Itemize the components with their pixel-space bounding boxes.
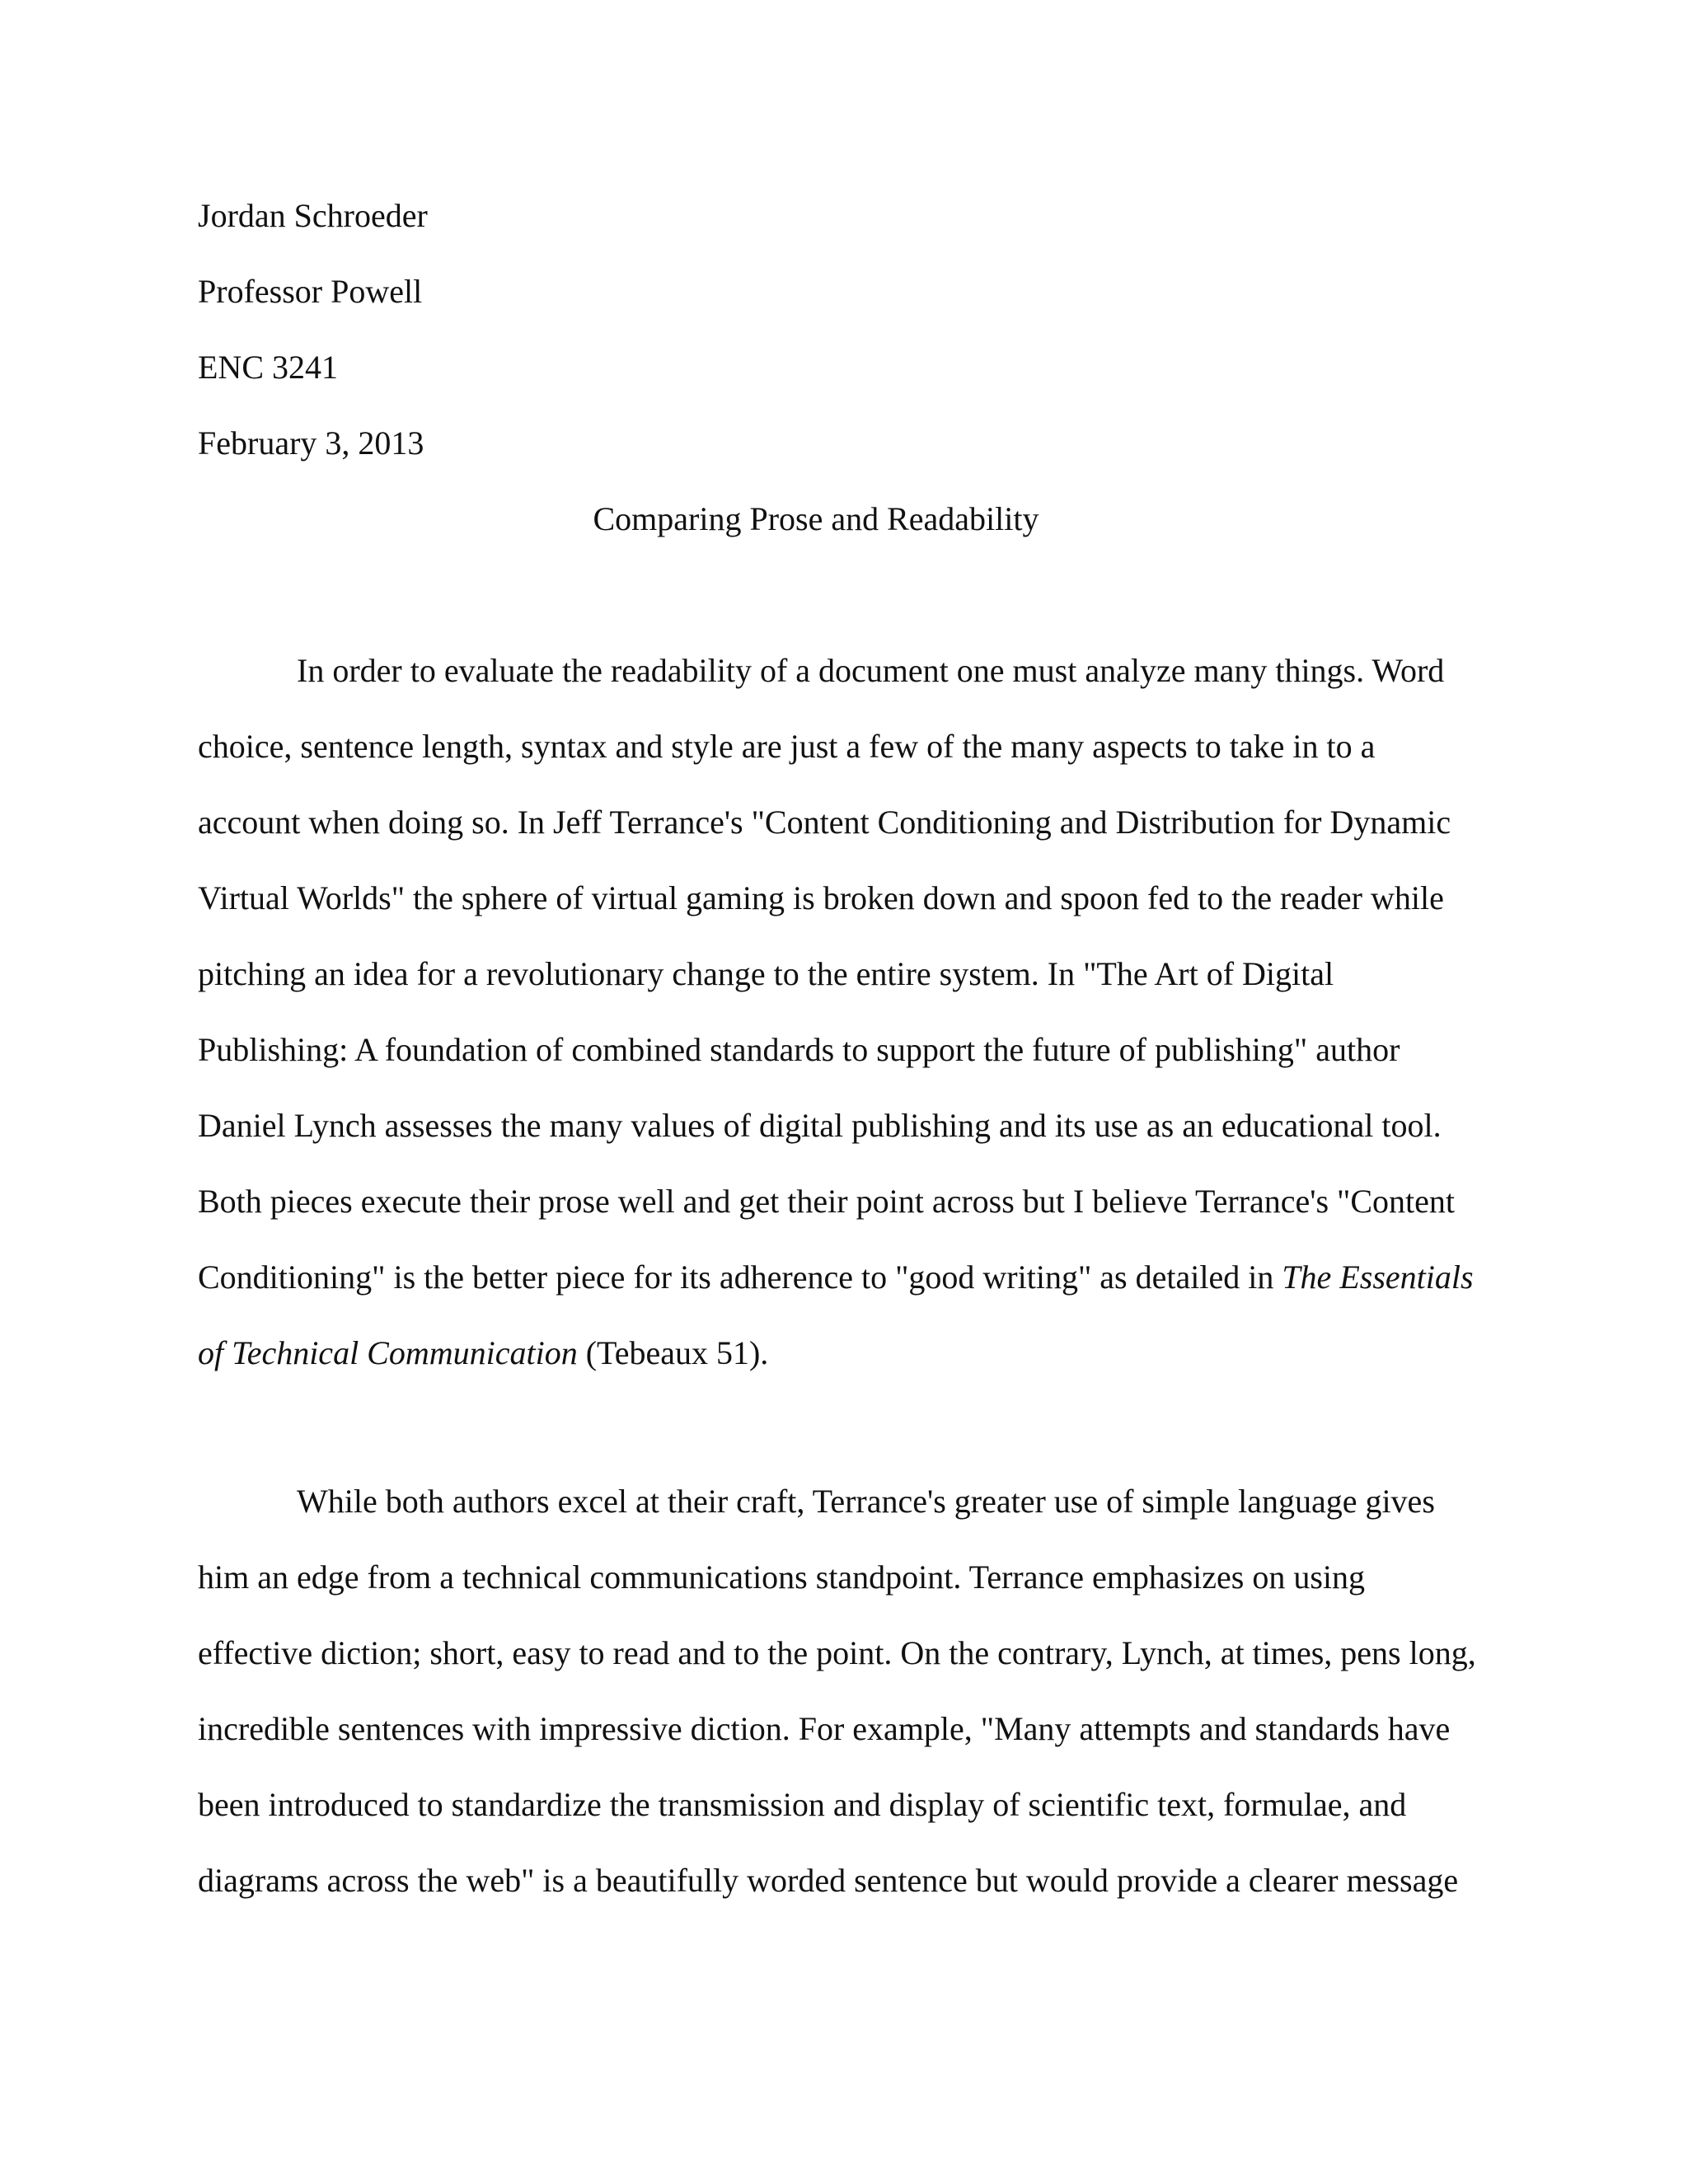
paragraph-line: pitching an idea for a revolutionary change to the entire system. In "The Art of Digital [198, 955, 1334, 992]
paragraph-line: Daniel Lynch assesses the many values of digital publishing and its use as an educational tool. [198, 1107, 1442, 1144]
paragraph-line: him an edge from a technical communications standpoint. Terrance emphasizes on using [198, 1558, 1366, 1596]
course-code: ENC 3241 [198, 349, 338, 386]
book-title-part-1: The Essentials [1282, 1258, 1474, 1296]
professor-name: Professor Powell [198, 273, 423, 310]
paragraph-line: incredible sentences with impressive diction. For example, "Many attempts and standards have [198, 1710, 1451, 1747]
author-name: Jordan Schroeder [198, 197, 428, 234]
paragraph-line: Publishing: A foundation of combined standards to support the future of publishing" author [198, 1031, 1400, 1068]
document-title: Comparing Prose and Readability [593, 500, 1039, 537]
paragraph-line: In order to evaluate the readability of a document one must analyze many things. Word [297, 652, 1445, 689]
paragraph-line: While both authors excel at their craft, Terrance's greater use of simple language gives [297, 1483, 1435, 1520]
header-block [198, 178, 1500, 481]
paragraph-line: effective diction; short, easy to read and to the point. On the contrary, Lynch, at times, pens long, [198, 1634, 1476, 1671]
paragraph-line: diagrams across the web" is a beautifully worded sentence but would provide a clearer message [198, 1862, 1459, 1899]
paragraph-line: choice, sentence length, syntax and style are just a few of the many aspects to take in to a [198, 728, 1376, 765]
paragraph-1 [198, 633, 1500, 1391]
document-date: February 3, 2013 [198, 424, 424, 462]
paragraph-line: Virtual Worlds" the sphere of virtual gaming is broken down and spoon fed to the reader while [198, 879, 1444, 916]
paragraph-line: been introduced to standardize the transmission and display of scientific text, formulae, and [198, 1786, 1407, 1823]
paragraph-line: Both pieces execute their prose well and get their point across but I believe Terrance's "Content [198, 1183, 1456, 1220]
citation: (Tebeaux 51). [577, 1334, 769, 1371]
paragraph-line-mixed [198, 1240, 1500, 1315]
paragraph-line: account when doing so. In Jeff Terrance's "Content Conditioning and Distribution for Dynamic [198, 804, 1451, 841]
line-text: Conditioning" is the better piece for its adherence to "good writing" as detailed in [198, 1258, 1282, 1296]
paragraph-2 [198, 1464, 1500, 1919]
book-title-part-2: of Technical Communication [198, 1334, 578, 1371]
paragraph-line-mixed [198, 1315, 1500, 1391]
